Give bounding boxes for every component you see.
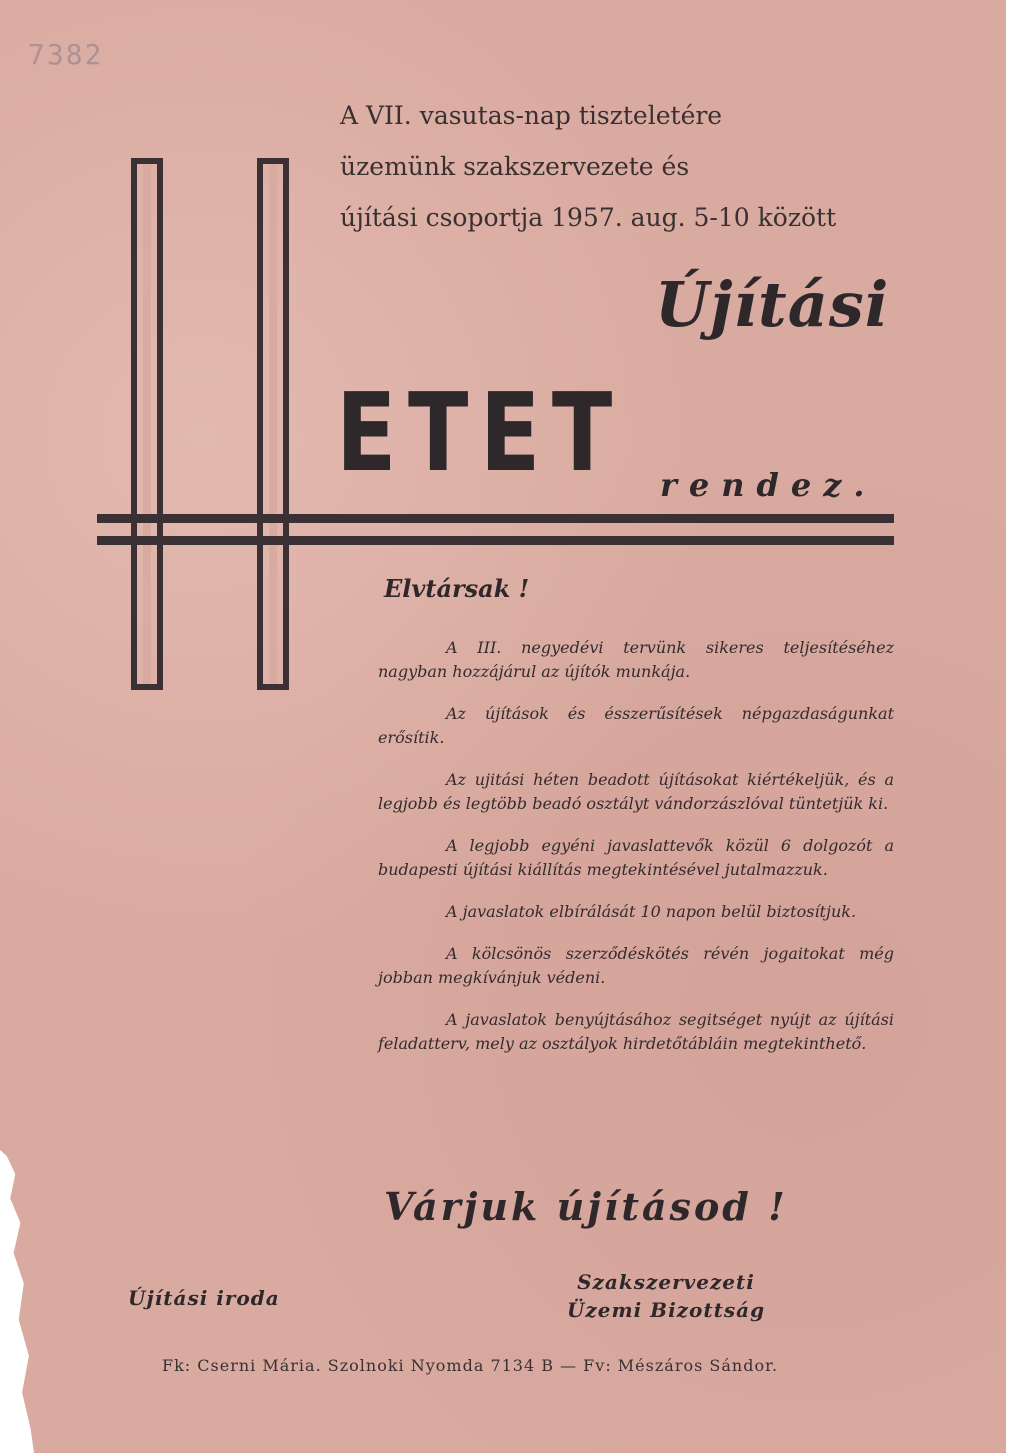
torn-edge	[0, 1150, 34, 1453]
paragraph: A javaslatok benyújtásához segitséget nyújt az újítási feladatterv, mely az osztályok hirdetőtábláin megtekinthető.	[378, 1010, 894, 1053]
h-stem-inner	[269, 164, 277, 684]
h-join	[269, 514, 277, 523]
printer-imprint: Fk: Cserni Mária. Szolnoki Nyomda 7134 B — Fv: Mészáros Sándor.	[162, 1356, 779, 1375]
paragraph: Az ujitási héten beadott újításokat kiértékeljük, és a legjobb és legtöbb beadó osztályt vándorzászlóval tüntetjük ki.	[378, 770, 894, 813]
paragraph: A legjobb egyéni javaslattevők közül 6 dolgozót a budapesti újítási kiállítás megtekintésével jutalmazzuk.	[378, 836, 894, 879]
paragraph: Az újítások és ésszerűsítések népgazdaságunkat erősítik.	[378, 704, 894, 747]
intro-line: üzemünk szakszervezete és	[340, 152, 690, 181]
title-ujitasi: Újítási	[655, 268, 890, 341]
h-join	[143, 536, 151, 545]
archive-number: 7382	[28, 38, 104, 71]
intro-line: újítási csoportja 1957. aug. 5-10 között	[340, 203, 837, 232]
paragraph: A III. negyedévi tervünk sikeres teljesítéséhez nagyban hozzájárul az újítók munkája.	[378, 638, 894, 681]
title-rendez: rendez.	[660, 466, 877, 504]
intro-text	[340, 90, 880, 243]
paragraph: A javaslatok elbírálását 10 napon belül biztosítjuk.	[446, 902, 857, 921]
h-stem-inner	[143, 164, 151, 684]
horizontal-rule-bottom	[97, 536, 894, 545]
paragraph: A kölcsönös szerződéskötés révén jogaitokat még jobban megkívánjuk védeni.	[378, 944, 894, 987]
body-text	[378, 636, 894, 1074]
h-join	[269, 536, 277, 545]
signature-union-committee	[536, 1268, 796, 1324]
horizontal-rule-top	[97, 514, 894, 523]
signature-line: Üzemi Bizottság	[566, 1298, 766, 1322]
h-join	[143, 514, 151, 523]
greeting: Elvtársak !	[384, 574, 530, 603]
closing-slogan: Várjuk újításod !	[384, 1184, 788, 1229]
signature-line: Szakszervezeti	[577, 1270, 755, 1294]
signature-innovation-office: Újítási iroda	[128, 1286, 280, 1310]
intro-line: A VII. vasutas-nap tiszteletére	[340, 101, 723, 130]
title-hetet: ETET	[336, 371, 624, 496]
